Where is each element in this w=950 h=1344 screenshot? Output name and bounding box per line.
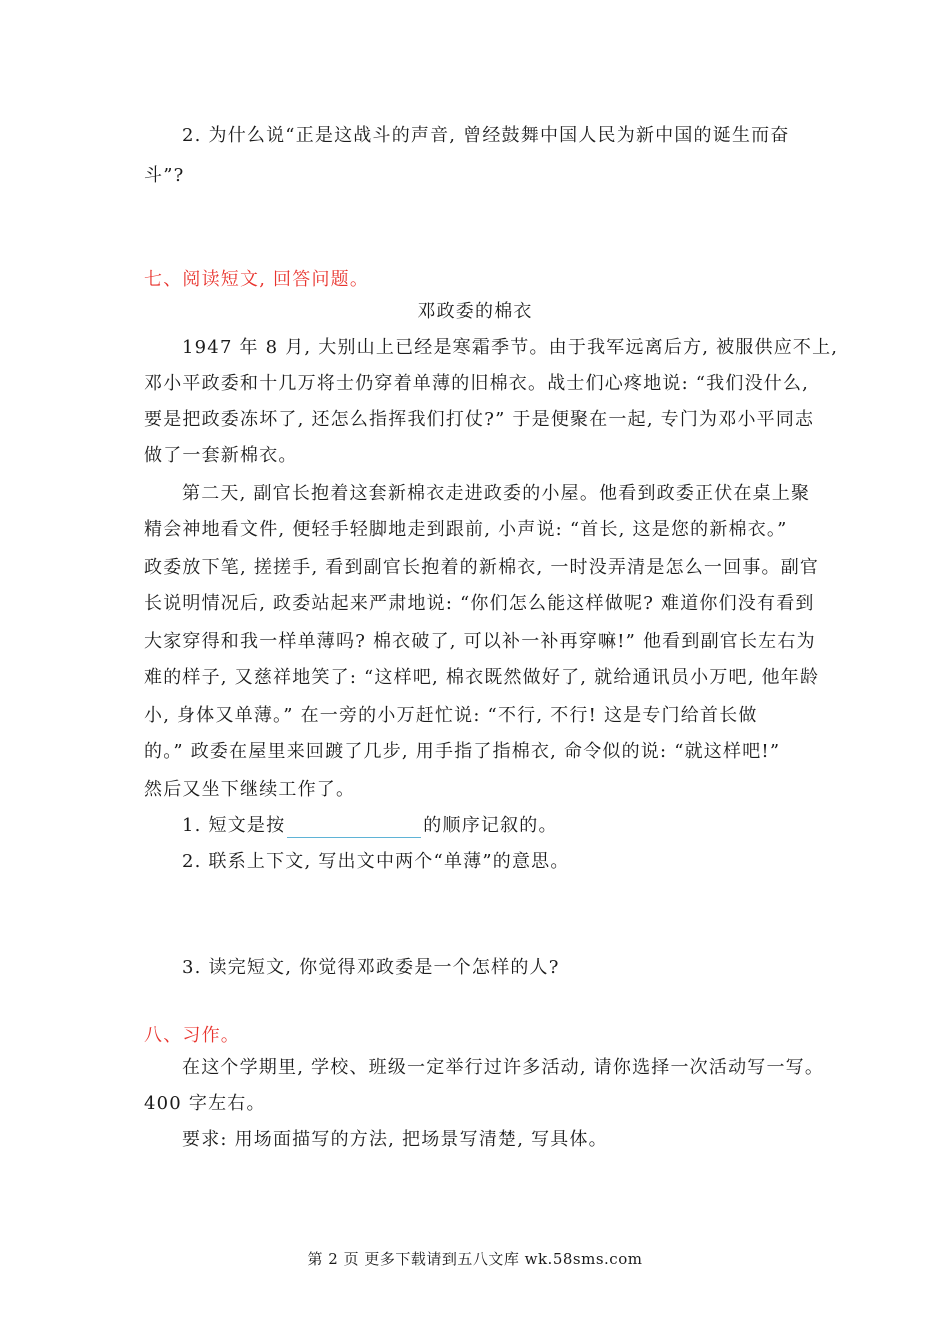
passage-line: 的。” 政委在屋里来回踱了几步, 用手指了指棉衣, 命令似的说: “就这样吧!” (144, 741, 781, 762)
page-footer: 第 2 页 更多下载请到五八文库 wk.58sms.com (307, 1250, 643, 1268)
question-2: 2. 联系上下文, 写出文中两个“单薄”的意思。 (182, 851, 570, 872)
section-7-heading: 七、阅读短文, 回答问题。 (144, 269, 370, 290)
question-1-suffix: 的顺序记叙的。 (423, 815, 558, 836)
composition-instruction-line1: 在这个学期里, 学校、班级一定举行过许多活动, 请你选择一次活动写一写。 (182, 1057, 825, 1078)
passage-line: 做了一套新棉衣。 (144, 445, 298, 466)
passage-line: 长说明情况后, 政委站起来严肃地说: “你们怎么能这样做呢? 难道你们没有看到 (144, 593, 815, 614)
passage-line: 大家穿得和我一样单薄吗? 棉衣破了, 可以补一补再穿嘛!” 他看到副官长左右为 (144, 631, 816, 652)
passage-line: 小, 身体又单薄。” 在一旁的小万赶忙说: “不行, 不行! 这是专门给首长做 (144, 705, 758, 726)
passage-line: 然后又坐下继续工作了。 (144, 779, 356, 800)
q6-question-2-line1: 2. 为什么说“正是这战斗的声音, 曾经鼓舞中国人民为新中国的诞生而奋 (182, 125, 790, 146)
passage-line: 难的样子, 又慈祥地笑了: “这样吧, 棉衣既然做好了, 就给通讯员小万吧, 他年龄 (144, 667, 820, 688)
passage-line: 1947 年 8 月, 大别山上已经是寒霜季节。由于我军远离后方, 被服供应不上, (182, 337, 839, 358)
section-8-heading: 八、习作。 (144, 1025, 240, 1046)
passage-line: 邓小平政委和十几万将士仍穿着单薄的旧棉衣。战士们心疼地说: “我们没什么, (144, 373, 810, 394)
passage-line: 精会神地看文件, 便轻手轻脚地走到跟前, 小声说: “首长, 这是您的新棉衣。” (144, 519, 788, 540)
answer-blank[interactable] (287, 817, 421, 838)
passage-line: 第二天, 副官长抱着这套新棉衣走进政委的小屋。他看到政委正伏在桌上聚 (182, 483, 811, 504)
question-3: 3. 读完短文, 你觉得邓政委是一个怎样的人? (182, 957, 560, 978)
composition-requirement: 要求: 用场面描写的方法, 把场景写清楚, 写具体。 (182, 1129, 608, 1150)
passage-title: 邓政委的棉衣 (417, 301, 533, 322)
composition-instruction-line2: 400 字左右。 (144, 1093, 266, 1114)
passage-line: 要是把政委冻坏了, 还怎么指挥我们打仗?” 于是便聚在一起, 专门为邓小平同志 (144, 409, 815, 430)
q6-question-2-line2: 斗”? (144, 165, 185, 186)
question-1 (182, 814, 558, 838)
question-1-prefix: 1. 短文是按 (182, 815, 286, 836)
passage-line: 政委放下笔, 搓搓手, 看到副官长抱着的新棉衣, 一时没弄清是怎么一回事。副官 (144, 557, 820, 578)
